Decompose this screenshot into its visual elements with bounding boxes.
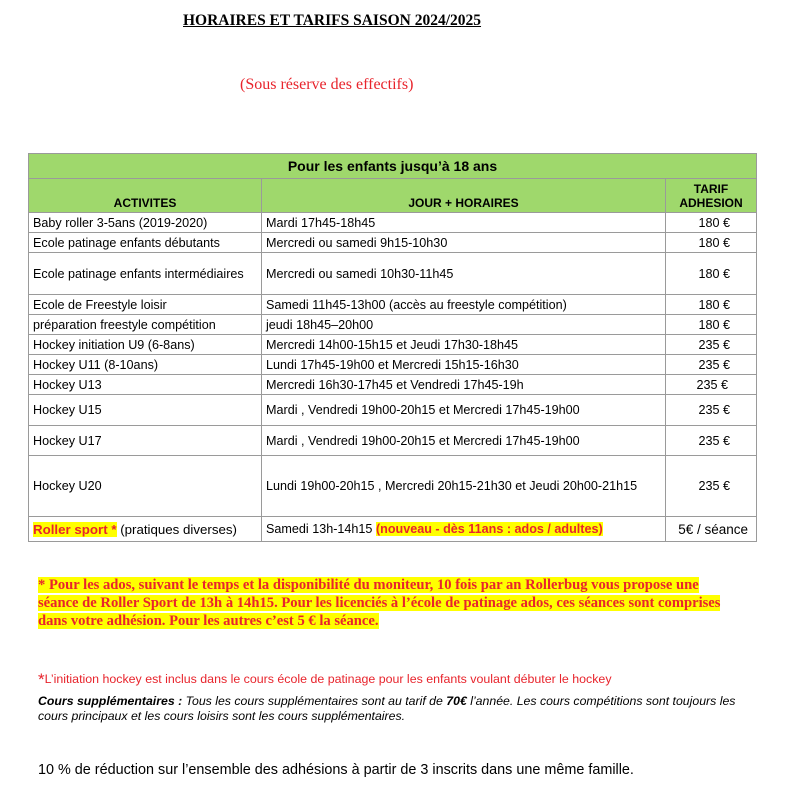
price-cell: 235 €: [666, 375, 757, 395]
table-row: [29, 315, 757, 335]
activity-cell: Ecole patinage enfants intermédiaires: [29, 253, 262, 295]
schedule-cell: jeudi 18h45–20h00: [262, 315, 666, 335]
activity-cell: Hockey U17: [29, 426, 262, 456]
activity-cell: Hockey U13: [29, 375, 262, 395]
price-cell: 180 €: [666, 213, 757, 233]
hockey-note: [38, 668, 612, 688]
price-cell: 180 €: [666, 233, 757, 253]
price-cell: 180 €: [666, 315, 757, 335]
table-row: [29, 355, 757, 375]
reduction-note: 10 % de réduction sur l’ensemble des adhésions à partir de 3 inscrits dans une même famille.: [38, 762, 634, 778]
hockey-note-text: L’initiation hockey est inclus dans le cours école de patinage pour les enfants voulant débuter le hockey: [44, 672, 612, 686]
cours-label: Cours supplémentaires :: [38, 694, 183, 708]
schedule-table: [28, 153, 757, 542]
table-row: [29, 375, 757, 395]
activity-cell: Hockey U15: [29, 395, 262, 426]
cours-price: 70€: [446, 694, 467, 708]
activity-cell: Baby roller 3-5ans (2019-2020): [29, 213, 262, 233]
schedule-cell: Mercredi 14h00-15h15 et Jeudi 17h30-18h45: [262, 335, 666, 355]
header-tarif-line1: TARIF: [693, 181, 729, 196]
roller-sport-new-badge: (nouveau - dès 11ans : ados / adultes): [375, 522, 603, 536]
roller-sport-highlight: Roller sport *: [33, 521, 117, 537]
cours-text-2: l’année. Les cours compétitions sont toujours les cours principaux et les cours loisirs sont les cours supplémentaires.: [38, 694, 736, 723]
roller-sport-note: [38, 576, 738, 630]
table-row: [29, 395, 757, 426]
table-caption-row: [29, 154, 757, 179]
price-cell: 235 €: [666, 355, 757, 375]
schedule-cell: Samedi 11h45-13h00 (accès au freestyle compétition): [262, 295, 666, 315]
schedule-cell: Mercredi ou samedi 9h15-10h30: [262, 233, 666, 253]
price-cell: 235 €: [666, 426, 757, 456]
price-cell: 5€ / séance: [666, 517, 757, 542]
table-row: [29, 426, 757, 456]
table-row: [29, 253, 757, 295]
title-text: HORAIRES ET TARIFS SAISON 2024/2025: [183, 12, 482, 29]
price-cell: 235 €: [666, 456, 757, 517]
activity-cell: Hockey U20: [29, 456, 262, 517]
activity-cell: préparation freestyle compétition: [29, 315, 262, 335]
activity-cell: Ecole de Freestyle loisir: [29, 295, 262, 315]
roller-sport-schedule: Samedi 13h-14h15: [266, 522, 376, 536]
price-cell: 235 €: [666, 335, 757, 355]
price-cell: 180 €: [666, 295, 757, 315]
table-header-row: [29, 179, 757, 213]
table-row: [29, 213, 757, 233]
cours-text-1: Tous les cours supplémentaires sont au tarif de: [182, 694, 447, 708]
roller-sport-note-text: * Pour les ados, suivant le temps et la disponibilité du moniteur, 10 fois par an Rollerbug vous propose une séance de Roller Sport de 13h à 14h15. Pour les licenciés à l’école de patinage ados, ces séances sont comprises dans votre adhésion. Pour les autres c’est 5 € la séance.: [38, 577, 721, 629]
header-activites: ACTIVITES: [29, 179, 262, 213]
schedule-cell: Lundi 19h00-20h15 , Mercredi 20h15-21h30 et Jeudi 20h00-21h15: [262, 456, 666, 517]
table-row: [29, 295, 757, 315]
table-row-roller-sport: [29, 517, 757, 542]
schedule-cell: Mardi 17h45-18h45: [262, 213, 666, 233]
price-cell: 235 €: [666, 395, 757, 426]
roller-sport-rest: (pratiques diverses): [116, 521, 237, 537]
table-row: [29, 456, 757, 517]
activity-cell: [29, 517, 262, 542]
header-jour: JOUR + HORAIRES: [262, 179, 666, 213]
activity-cell: Hockey initiation U9 (6-8ans): [29, 335, 262, 355]
cours-supplementaires-note: [38, 694, 748, 724]
table-row: [29, 233, 757, 253]
table-caption: Pour les enfants jusqu’à 18 ans: [29, 154, 757, 179]
header-tarif: [666, 179, 757, 213]
hockey-note-star: *: [38, 670, 45, 689]
price-cell: 180 €: [666, 253, 757, 295]
schedule-cell: Lundi 17h45-19h00 et Mercredi 15h15-16h30: [262, 355, 666, 375]
schedule-cell: Mardi , Vendredi 19h00-20h15 et Mercredi 17h45-19h00: [262, 426, 666, 456]
header-tarif-line2: ADHESION: [679, 195, 743, 210]
activity-cell: Hockey U11 (8-10ans): [29, 355, 262, 375]
subtitle: (Sous réserve des effectifs): [240, 76, 414, 93]
schedule-cell: [262, 517, 666, 542]
table-row: [29, 335, 757, 355]
schedule-cell: Mardi , Vendredi 19h00-20h15 et Mercredi 17h45-19h00: [262, 395, 666, 426]
schedule-cell: Mercredi 16h30-17h45 et Vendredi 17h45-19h: [262, 375, 666, 395]
schedule-cell: Mercredi ou samedi 10h30-11h45: [262, 253, 666, 295]
activity-cell: Ecole patinage enfants débutants: [29, 233, 262, 253]
